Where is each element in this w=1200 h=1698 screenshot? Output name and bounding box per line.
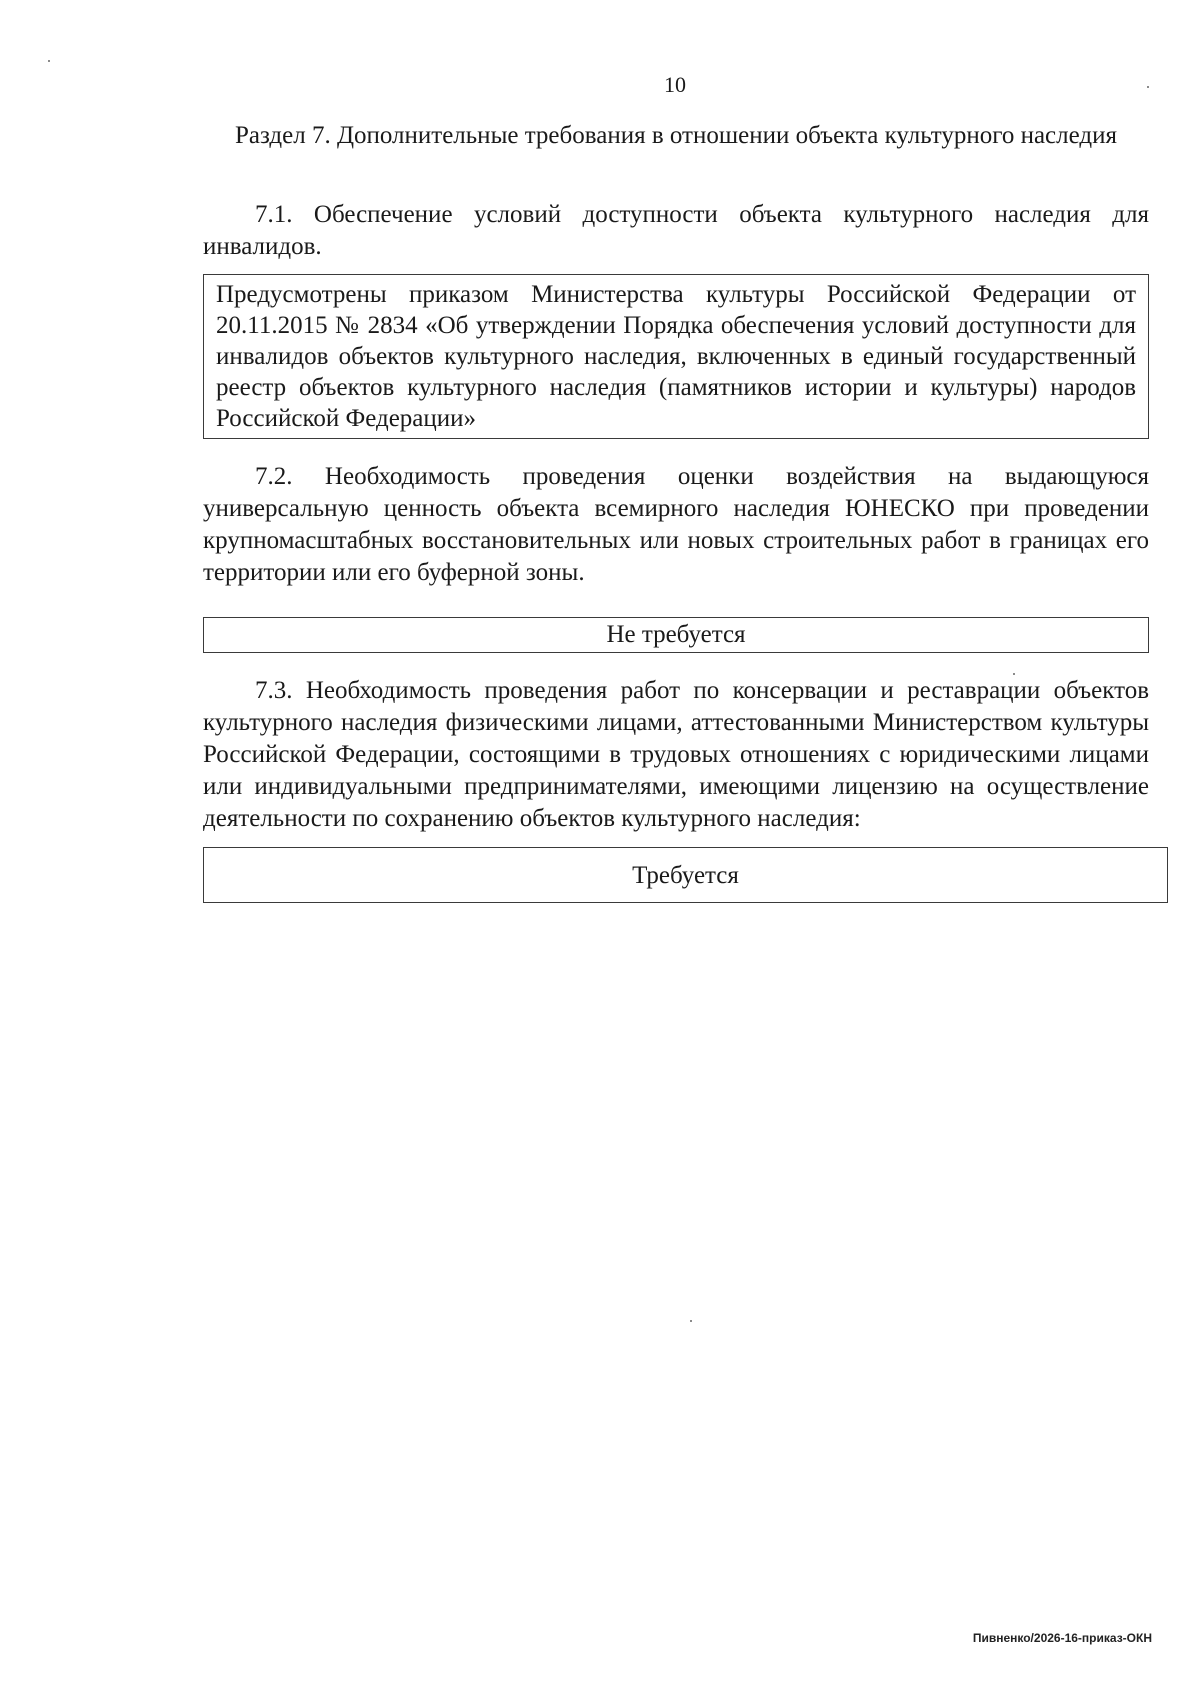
scan-speck (690, 1320, 692, 1322)
footer-document-code: Пивненко/2026-16-приказ-ОКН (972, 1631, 1152, 1645)
item-7-2-answer-box: Не требуется (203, 617, 1149, 653)
scan-speck (48, 60, 50, 62)
section-title: Раздел 7. Дополнительные требования в отношении объекта культурного наследия (234, 122, 1117, 149)
scan-speck (1147, 86, 1149, 88)
scan-speck (1013, 673, 1015, 675)
item-7-2-text: 7.2. Необходимость проведения оценки воздействия на выдающуюся универсальную ценность объекта всемирного наследия ЮНЕСКО при проведении крупномасштабных восстановительных или новых строительных работ в границах его территории или его буферной зоны. (203, 463, 1149, 586)
item-7-3-answer-box: Требуется (203, 847, 1168, 903)
page-number: 10 (664, 72, 686, 97)
item-7-1-text: 7.1. Обеспечение условий доступности объекта культурного наследия для инвалидов. (203, 201, 1149, 260)
item-7-3-text: 7.3. Необходимость проведения работ по консервации и реставрации объектов культурного наследия физическими лицами, аттестованными Министерством культуры Российской Федерации, состоящими в трудовых отношениях с юридическими лицами или индивидуальными предпринимателями, имеющими лицензию на осуществление деятельности по сохранению объектов культурного наследия: (203, 677, 1149, 832)
item-7-1-answer-box: Предусмотрены приказом Министерства культуры Российской Федерации от 20.11.2015 № 2834 «Об утверждении Порядка обеспечения условий доступности для инвалидов объектов культурного наследия, включенных в единый государственный реестр объектов культурного наследия (памятников истории и культуры) народов Российской Федерации» (203, 274, 1149, 439)
document-body (203, 118, 1149, 903)
